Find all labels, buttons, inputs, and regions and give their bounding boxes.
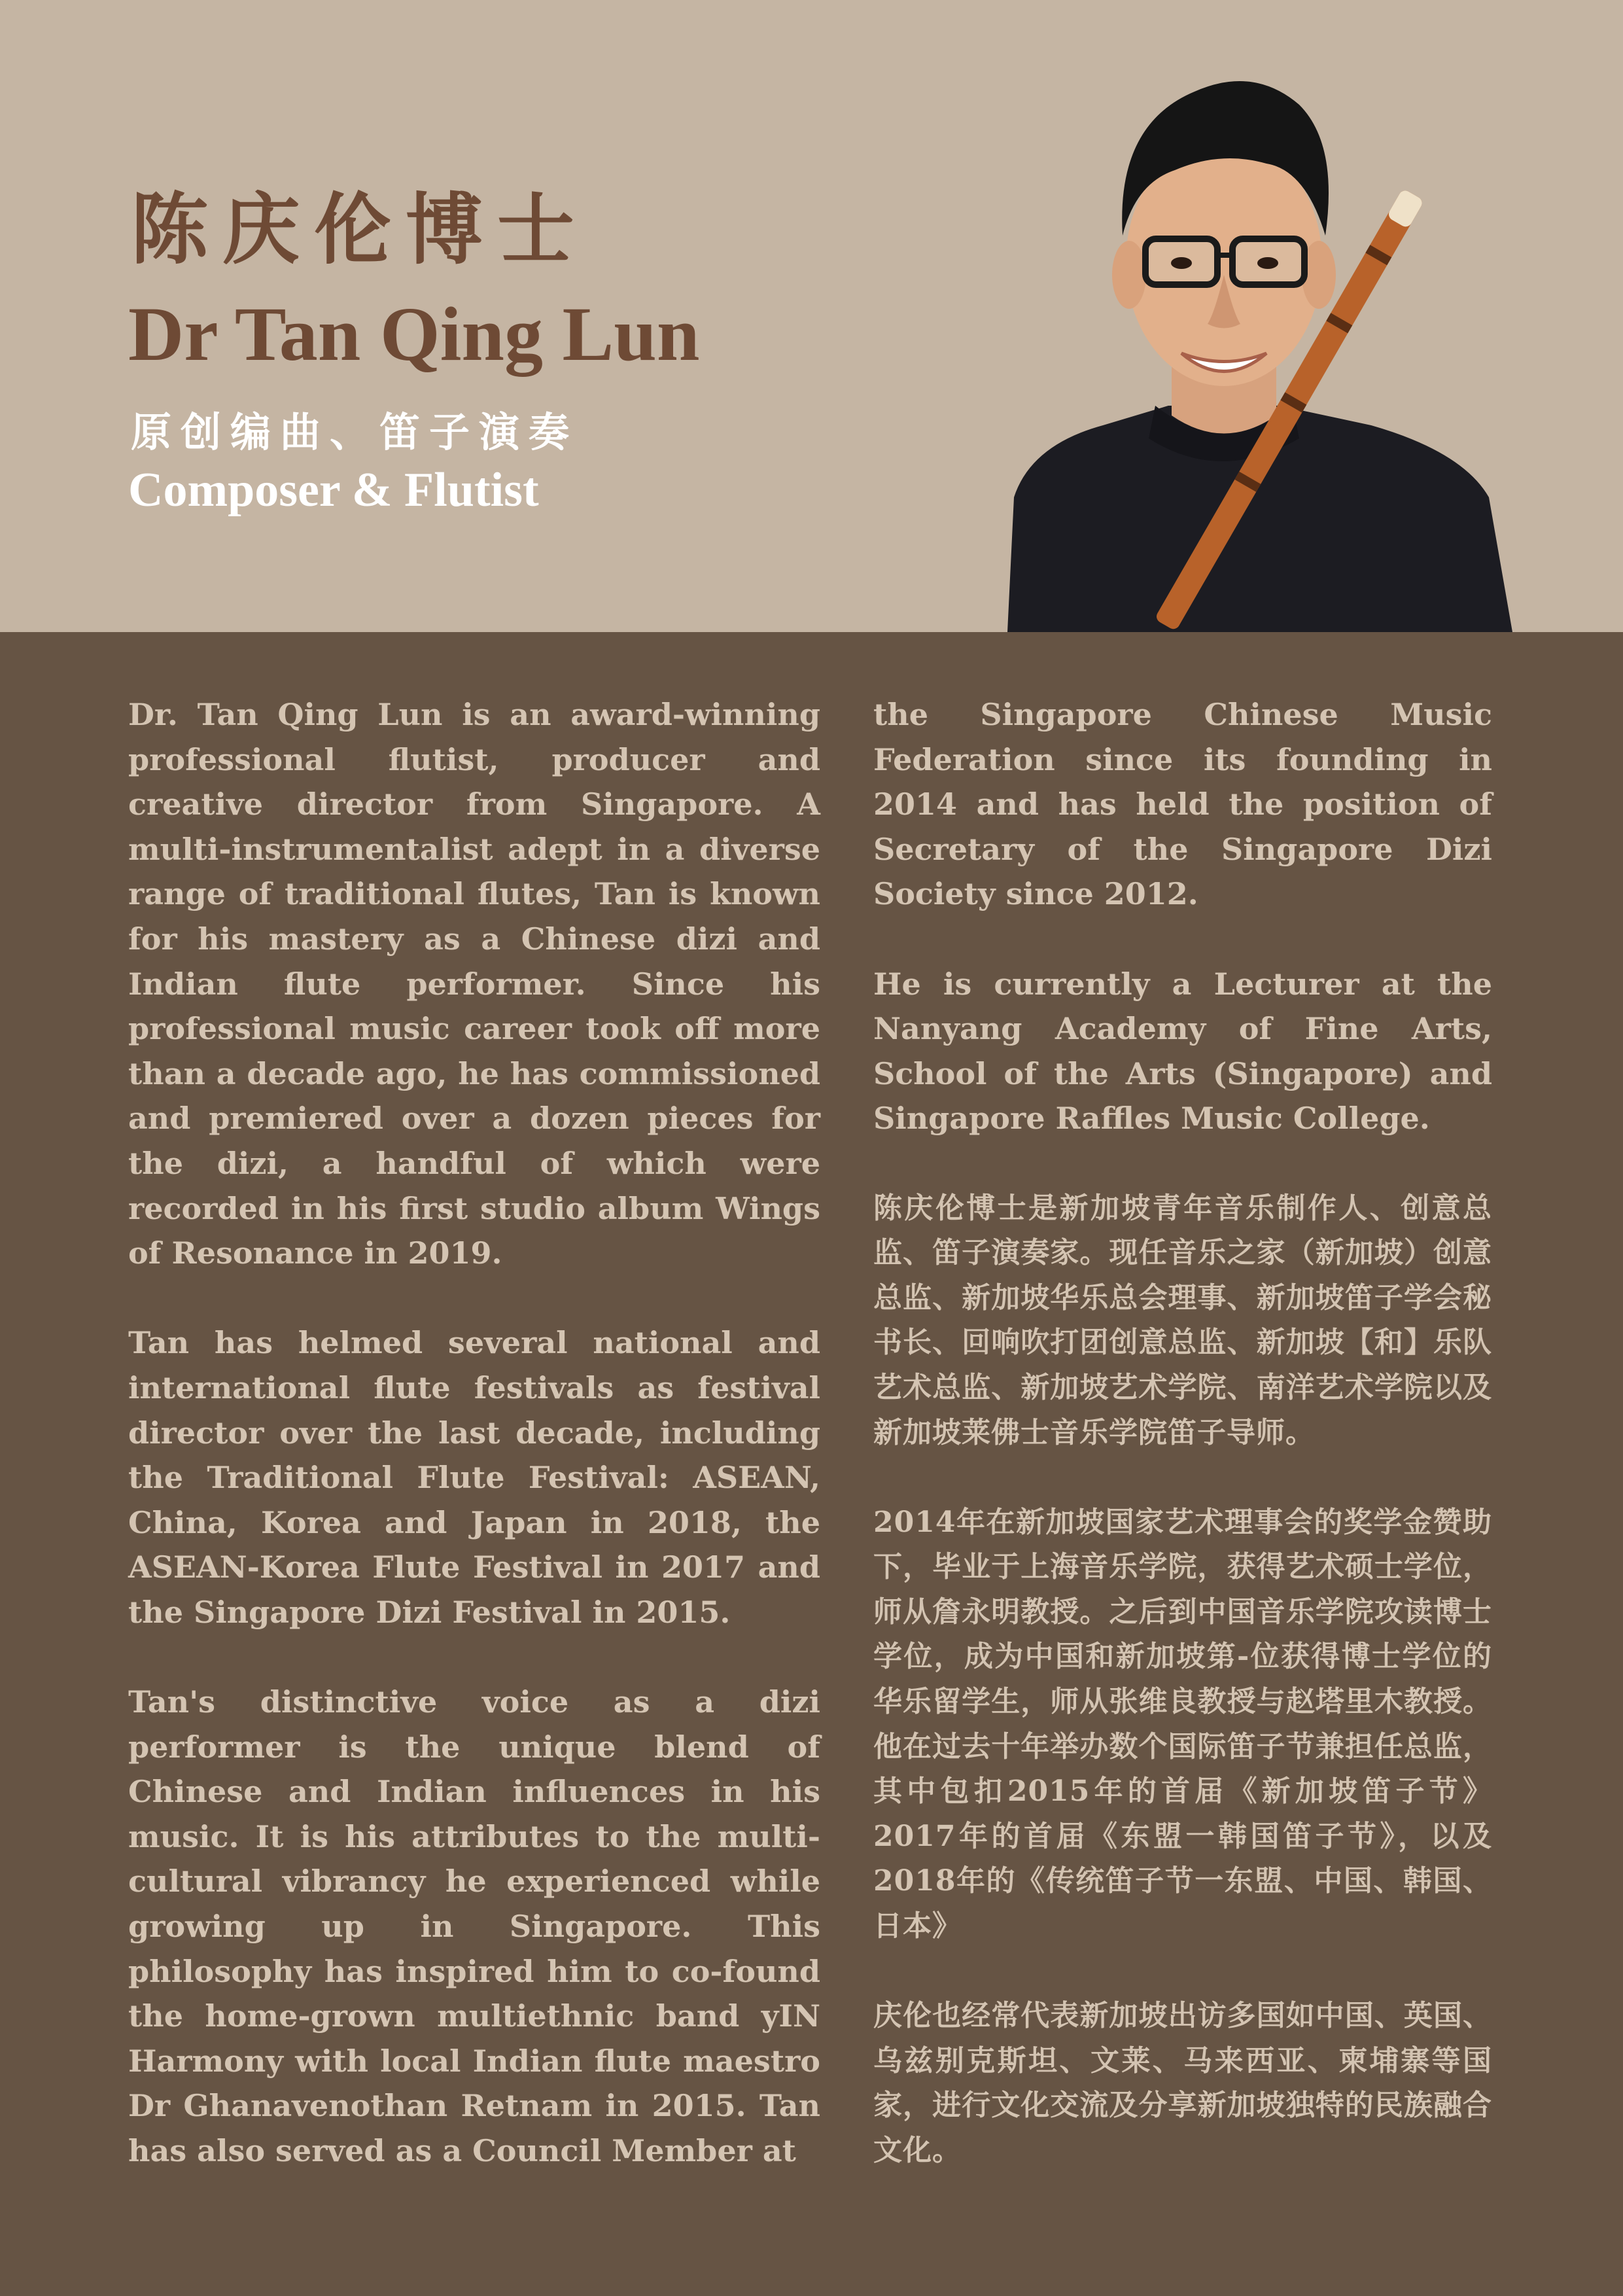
- right-eye: [1257, 257, 1278, 269]
- bio-paragraph-2: Tan has helmed several national and international flute festivals as festival director over the last decade, including the Traditional Flute Festival: ASEAN, China, Korea and Japan in 2018, the ASEAN-Korea Flute Festival in 2017 and the Singapore Dizi Festival in 2015.: [128, 1325, 820, 1630]
- role-chinese-subtitle: 原创编曲、笛子演奏: [131, 408, 579, 456]
- name-english-title: Dr Tan Qing Lun: [128, 291, 700, 377]
- bio-paragraph-1: Dr. Tan Qing Lun is an award-winning professional flutist, producer and creative director from Singapore. A multi-instrumentalist adept in a diverse range of traditional flutes, Tan is known for his mastery as a Chinese dizi and Indian flute performer. Since his professional music career took off more than a decade ago, he has commissioned and premiered over a dozen pieces for the dizi, a handful of which were recorded in his first studio album Wings of Resonance in 2019.: [128, 697, 820, 1271]
- bio-paragraph-3: Tan's distinctive voice as a dizi performer is the unique blend of Chinese and Indian influences in his music. It is his attributes to the multi-cultural vibrancy he experienced while growing up in Singapore. This philosophy has inspired him to co-found the home-grown multiethnic band yIN Harmony with local Indian flute maestro Dr Ghanavenothan Retnam in 2015. Tan has also served as a Council Member at: [128, 1684, 820, 2168]
- bio-paragraph-5: He is currently a Lecturer at the Nanyang Academy of Fine Arts, School of the Arts (Singapore) and Singapore Raffles Music College.: [873, 966, 1492, 1137]
- name-chinese-title: 陈庆伦博士: [131, 184, 589, 275]
- left-ear: [1112, 241, 1146, 309]
- biography-left-column: [128, 692, 820, 2218]
- bio-paragraph-chinese-3: 庆伦也经常代表新加坡出访多国如中国、英国、乌兹别克斯坦、文莱、马来西亚、柬埔寨等国家，进行文化交流及分享新加坡独特的民族融合文化。: [873, 1999, 1492, 2167]
- bio-paragraph-chinese-1: 陈庆伦博士是新加坡青年音乐制作人、创意总监、笛子演奏家。现任音乐之家（新加坡）创意总监、新加坡华乐总会理事、新加坡笛子学会秘书长、回响吹打团创意总监、新加坡【和】乐队艺术总监、新加坡艺术学院、南洋艺术学院以及新加坡莱佛士音乐学院笛子导师。: [873, 1191, 1492, 1449]
- left-eye: [1171, 257, 1192, 269]
- bio-paragraph-4: the Singapore Chinese Music Federation since its founding in 2014 and has held the position of Secretary of the Singapore Dizi Society since 2012.: [873, 697, 1492, 912]
- role-english-subtitle: Composer & Flutist: [128, 463, 539, 517]
- biography-right-column: [873, 692, 1492, 2218]
- bio-paragraph-chinese-2: 2014年在新加坡国家艺术理事会的奖学金赞助下，毕业于上海音乐学院，获得艺术硕士学位，师从詹永明教授。之后到中国音乐学院攻读博士学位，成为中国和新加坡第-位获得博士学位的华乐留学生，师从张维良教授与赵塔里木教授。他在过去十年举办数个国际笛子节兼担任总监，其中包扣2015年的首届《新加坡笛子节》2017年的首届《东盟一韩国笛子节》，以及2018年的《传统笛子节一东盟、中国、韩国、日本》: [873, 1505, 1492, 1943]
- portrait-photo: [1005, 39, 1515, 632]
